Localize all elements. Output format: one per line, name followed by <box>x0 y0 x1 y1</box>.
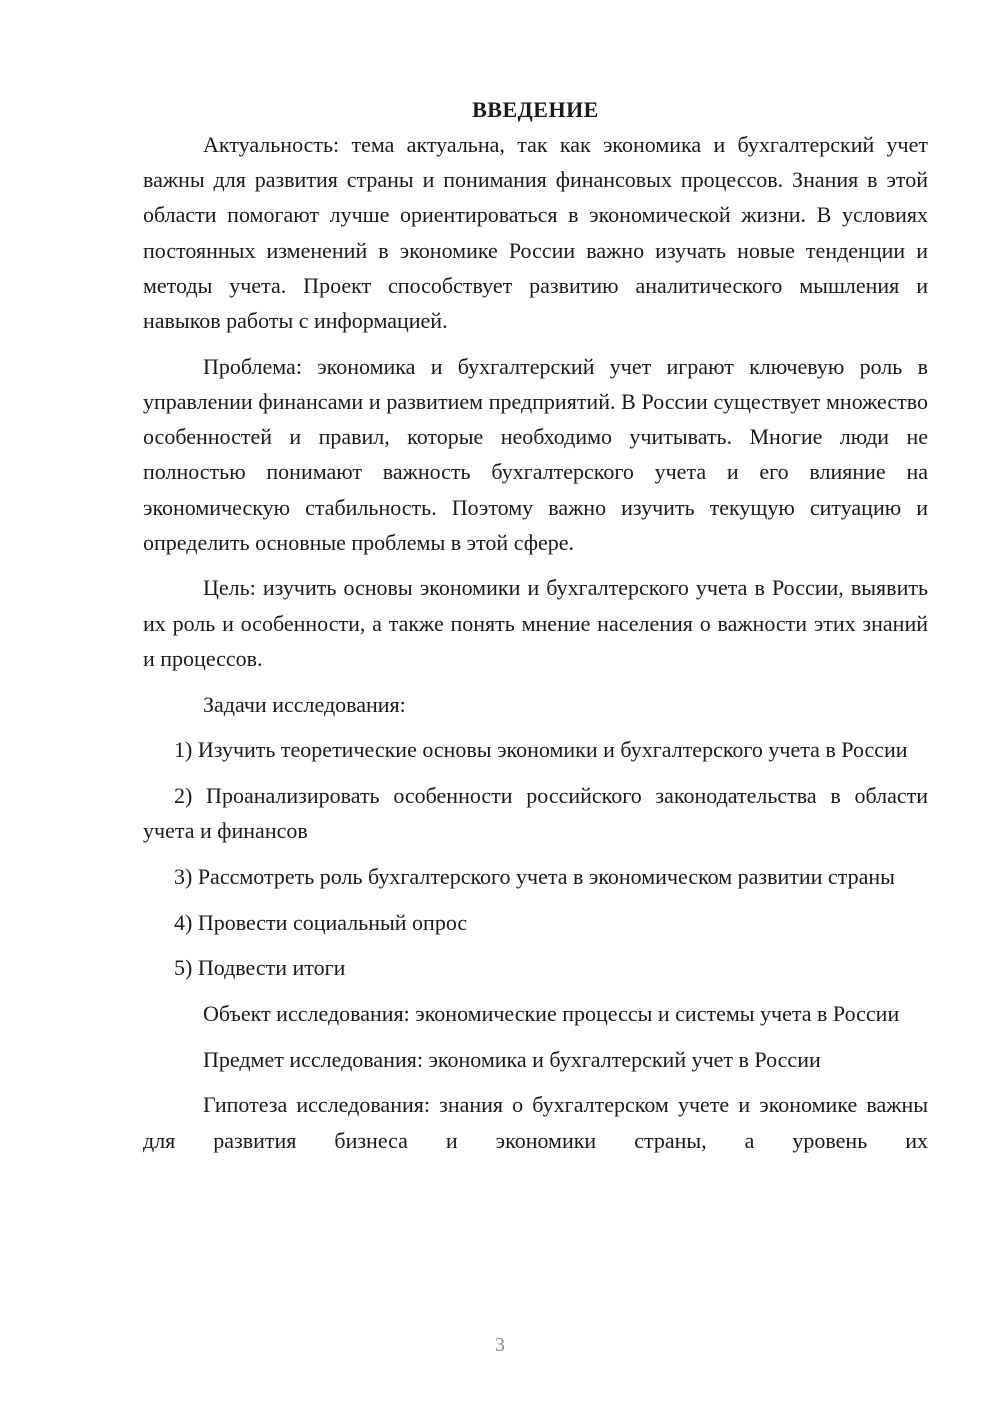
task-item-5: 5) Подвести итоги <box>174 955 346 981</box>
task-item-1: 1) Изучить теоретические основы экономики и бухгалтерского учета в России <box>174 737 908 763</box>
paragraph-subject: Предмет исследования: экономика и бухгалтерский учет в России <box>203 1046 821 1072</box>
page-number: 3 <box>495 1334 505 1356</box>
page-title: ВВЕДЕНИЕ <box>472 97 599 122</box>
task-item-3: 3) Рассмотреть роль бухгалтерского учета в экономическом развитии страны <box>174 863 895 889</box>
paragraph-relevance: Актуальность: тема актуальна, так как экономика и бухгалтерский учет важны для развития страны и понимания финансовых процессов. Знания в этой области помогают лучше ориентироваться в экономической жизни. В условиях постоянных изменений в экономике России важно изучать новые тенденции и методы учета. Проект способствует развитию аналитического мышления и навыков работы с информацией. <box>143 132 928 334</box>
task-item-4: 4) Провести социальный опрос <box>174 909 468 935</box>
task-item-2: 2) Проанализировать особенности российского законодательства в области учета и финансов <box>143 782 928 844</box>
tasks-heading: Задачи исследования: <box>203 691 406 717</box>
paragraph-problem: Проблема: экономика и бухгалтерский учет играют ключевую роль в управлении финансами и развитием предприятий. В России существует множество особенностей и правил, которые необходимо учитывать. Многие люди не полностью понимают важность бухгалтерского учета и его влияние на экономическую стабильность. Поэтому важно изучить текущую ситуацию и определить основные проблемы в этой сфере. <box>143 353 928 555</box>
paragraph-hypothesis: Гипотеза исследования: знания о бухгалтерском учете и экономике важны для развития бизнеса и экономики страны, а уровень их <box>143 1092 928 1153</box>
paragraph-object: Объект исследования: экономические процессы и системы учета в России <box>203 1000 900 1026</box>
document-page <box>143 92 928 1168</box>
paragraph-goal: Цель: изучить основы экономики и бухгалтерского учета в России, выявить их роль и особенности, а также понять мнение населения о важности этих знаний и процессов. <box>143 575 928 671</box>
